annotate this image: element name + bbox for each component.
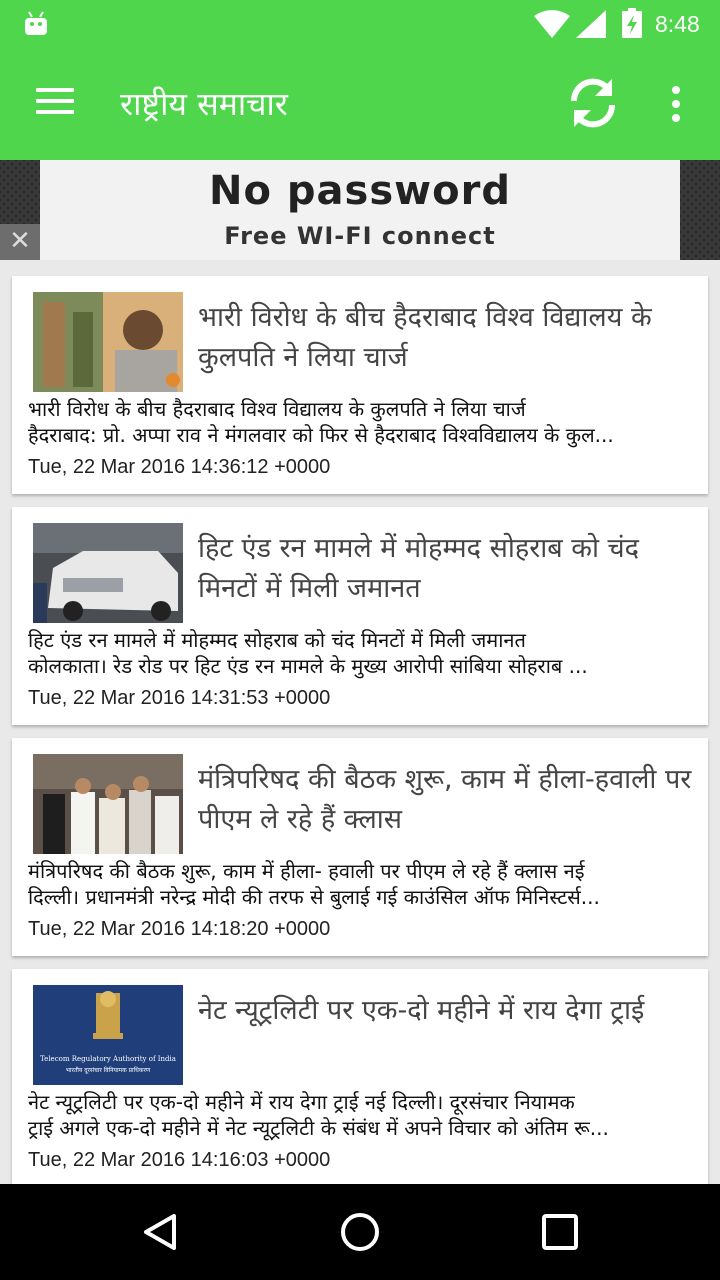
ad-headline: No password xyxy=(209,168,511,214)
article-summary: नेट न्यूट्रलिटी पर एक-दो महीने में राय देगा ट्राई नई दिल्ली। दूरसंचार नियामक ट्राई अगले एक-दो महीने में नेट न्यूट्रलिटी के संबंध में अपने विचार को अंतिम रू... xyxy=(28,1090,609,1140)
hamburger-icon xyxy=(36,88,74,92)
ad-close-button[interactable]: ✕ xyxy=(0,224,40,260)
app-title: राष्ट्रीय समाचार xyxy=(120,85,288,123)
android-icon xyxy=(24,10,48,36)
refresh-icon[interactable] xyxy=(564,74,622,132)
news-card[interactable] xyxy=(12,507,708,725)
article-title[interactable]: मंत्रिपरिषद की बैठक शुरू, काम में हीला-हवाली पर पीएम ले रहे हैं क्लास xyxy=(198,764,692,835)
back-icon[interactable] xyxy=(140,1212,180,1252)
wifi-icon xyxy=(534,10,570,38)
menu-button[interactable] xyxy=(30,84,82,124)
article-title[interactable]: नेट न्यूट्रलिटी पर एक-दो महीने में राय देगा ट्राई xyxy=(198,995,645,1026)
app-bar xyxy=(0,48,720,160)
article-thumbnail xyxy=(33,754,183,854)
status-bar xyxy=(0,0,720,48)
more-options-button[interactable] xyxy=(660,80,692,130)
article-date: Tue, 22 Mar 2016 14:31:53 +0000 xyxy=(28,687,331,709)
svg-text:Telecom Regulatory Authority o: Telecom Regulatory Authority of India xyxy=(40,1055,176,1063)
article-date: Tue, 22 Mar 2016 14:18:20 +0000 xyxy=(28,918,331,940)
news-card[interactable] xyxy=(12,276,708,494)
home-icon[interactable] xyxy=(338,1210,382,1254)
article-date: Tue, 22 Mar 2016 14:16:03 +0000 xyxy=(28,1149,331,1171)
article-title[interactable]: भारी विरोध के बीच हैदराबाद विश्व विद्यालय के कुलपति ने लिया चार्ज xyxy=(198,302,652,373)
recent-apps-icon[interactable] xyxy=(540,1212,580,1252)
ad-content[interactable] xyxy=(40,160,680,260)
article-summary: भारी विरोध के बीच हैदराबाद विश्व विद्यालय के कुलपति ने लिया चार्ज हैदराबाद: प्रो. अप्पा राव ने मंगलवार को फिर से हैदराबाद विश्वविद्यालय के कुल... xyxy=(28,397,614,447)
news-card[interactable] xyxy=(12,969,708,1184)
system-navigation-bar xyxy=(0,1184,720,1280)
article-thumbnail xyxy=(33,292,183,392)
clock: 8:48 xyxy=(655,11,700,37)
article-summary: हिट एंड रन मामले में मोहम्मद सोहराब को चंद मिनटों में मिली जमानत कोलकाता। रेड रोड पर हिट एंड रन मामले के मुख्य आरोपी सांबिया सोहराब ... xyxy=(28,628,588,678)
more-vert-icon xyxy=(672,86,680,94)
article-title[interactable]: हिट एंड रन मामले में मोहम्मद सोहराब को चंद मिनटों में मिली जमानत xyxy=(198,533,640,604)
article-date: Tue, 22 Mar 2016 14:36:12 +0000 xyxy=(28,456,331,478)
battery-charging-icon xyxy=(622,8,642,38)
svg-text:भारतीय दूरसंचार विनियामक प्राध: भारतीय दूरसंचार विनियामक प्राधिकरण xyxy=(65,1067,151,1074)
article-summary: मंत्रिपरिषद की बैठक शुरू, काम में हीला- हवाली पर पीएम ले रहे हैं क्लास नई दिल्ली। प्रधानमंत्री नरेन्द्र मोदी की तरफ से बुलाई गई काउंसिल ऑफ मिनिस्टर्स... xyxy=(28,859,600,909)
news-feed[interactable] xyxy=(0,260,720,1184)
article-thumbnail xyxy=(33,985,183,1085)
article-thumbnail xyxy=(33,523,183,623)
news-card[interactable] xyxy=(12,738,708,956)
signal-icon xyxy=(576,10,606,38)
ad-banner[interactable] xyxy=(0,160,720,260)
ad-subline: Free WI-FI connect xyxy=(224,222,496,250)
